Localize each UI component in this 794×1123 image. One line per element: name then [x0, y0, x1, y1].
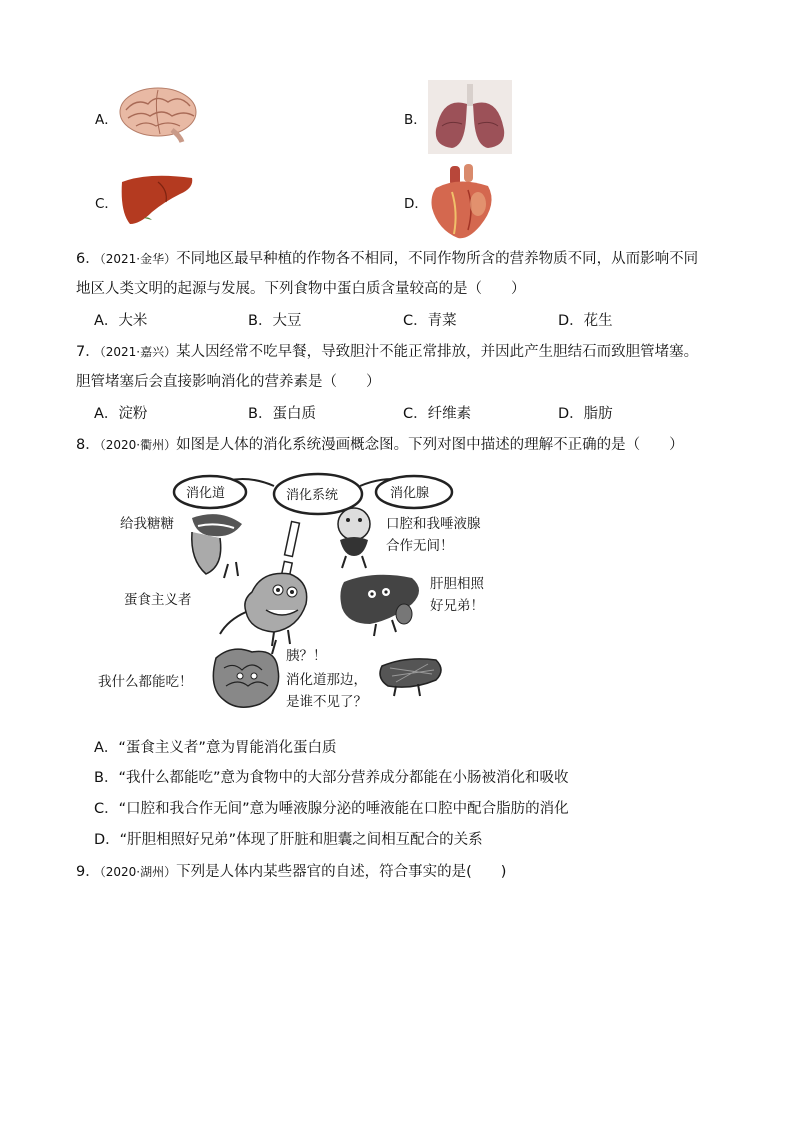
- question-text-line-1: 如图是人体的消化系统漫画概念图。下列对图中描述的理解不正确的是（ ）: [176, 437, 684, 453]
- question-text-line-1: 下列是人体内某些器官的自述，符合事实的是( ): [176, 864, 507, 880]
- text-egg-eater: 蛋食主义者: [124, 592, 192, 608]
- text-i-can-eat-everything: 我什么都能吃！: [98, 674, 193, 690]
- text-digestive-tract-side: 消化道那边，: [286, 672, 367, 688]
- question-number: 8．: [76, 437, 100, 453]
- question-text-line-2: 地区人类文明的起源与发展。下列食物中蛋白质含量较高的是（ ）: [76, 281, 526, 297]
- question-source: （2021·金华）: [99, 252, 177, 266]
- heart-image: [428, 164, 498, 242]
- option-c[interactable]: C．青菜: [403, 313, 457, 329]
- question-text-line-1: 不同地区最早种植的作物各不相同，不同作物所含的营养物质不同，从而影响不同: [176, 251, 699, 267]
- text-give-me-sugar: 给我糖糖: [120, 516, 174, 532]
- option-d[interactable]: D．“肝胆相照好兄弟”体现了肝脏和胆囊之间相互配合的关系: [94, 832, 483, 848]
- brain-image: [118, 86, 200, 144]
- option-a[interactable]: A．大米: [94, 313, 148, 329]
- text-liver-gallbladder: 肝胆相照: [430, 576, 484, 592]
- question-source: （2021·嘉兴）: [99, 345, 177, 359]
- option-letter: A．: [95, 112, 118, 128]
- option-d[interactable]: D．花生: [558, 313, 613, 329]
- liver-character: [340, 575, 419, 636]
- text-who-is-missing: 是谁不见了？: [286, 694, 367, 710]
- lungs-image: [428, 80, 512, 154]
- digestive-system-cartoon: [92, 464, 542, 720]
- text-mouth-and-salivary: 口腔和我唾液腺: [386, 516, 481, 532]
- question-text-line-2: 胆管堵塞后会直接影响消化的营养素是（ ）: [76, 374, 381, 390]
- option-b[interactable]: B．蛋白质: [248, 406, 316, 422]
- salivary-gland-character: [338, 508, 370, 568]
- question-text-line-1: 某人因经常不吃早餐，导致胆汁不能正常排放，并因此产生胆结石而致胆管堵塞。: [176, 344, 699, 360]
- question-number: 7．: [76, 344, 100, 360]
- option-b[interactable]: B．大豆: [248, 313, 302, 329]
- option-b[interactable]: B．“我什么都能吃”意为食物中的大部分营养成分都能在小肠被消化和吸收: [94, 770, 569, 786]
- text-pancreas: 胰？！: [286, 648, 327, 664]
- question-source: （2020·湖州）: [99, 865, 177, 879]
- intestine-character: [213, 640, 278, 707]
- pancreas-character: [380, 659, 441, 696]
- liver-image: [118, 172, 196, 228]
- stomach-character: [220, 573, 307, 646]
- option-letter: B．: [404, 112, 427, 128]
- tongue-character: [192, 514, 242, 578]
- question-number: 9．: [76, 864, 100, 880]
- option-a[interactable]: A．“蛋食主义者”意为胃能消化蛋白质: [94, 740, 337, 756]
- option-c[interactable]: C．“口腔和我合作无间”意为唾液腺分泌的唾液能在口腔中配合脂肪的消化: [94, 801, 569, 817]
- option-c[interactable]: C．纤维素: [403, 406, 472, 422]
- label-digestive-gland: 消化腺: [390, 486, 430, 501]
- option-a[interactable]: A．淀粉: [94, 406, 148, 422]
- text-cooperate: 合作无间！: [386, 538, 454, 554]
- label-digestive-tract: 消化道: [186, 486, 226, 501]
- option-letter: C．: [95, 196, 118, 212]
- question-number: 6．: [76, 251, 100, 267]
- text-good-brothers: 好兄弟！: [430, 598, 484, 614]
- option-letter: D．: [404, 196, 428, 212]
- label-digestive-system: 消化系统: [286, 488, 339, 503]
- question-source: （2020·衢州）: [99, 438, 177, 452]
- option-d[interactable]: D．脂肪: [558, 406, 613, 422]
